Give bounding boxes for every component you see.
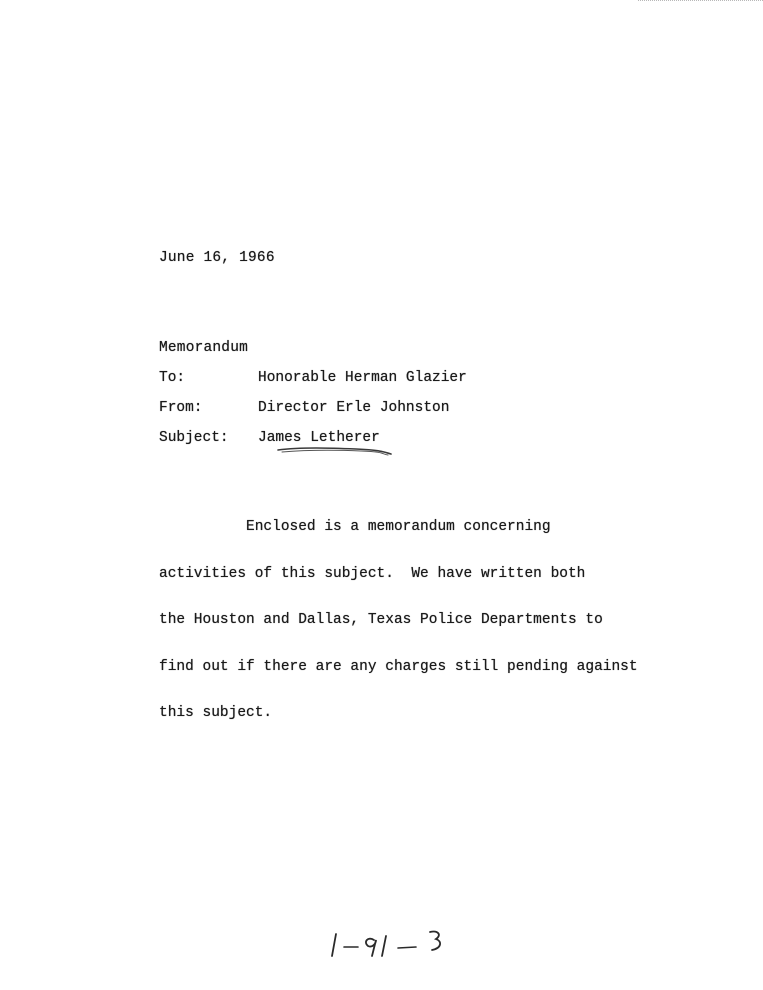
memo-heading: Memorandum	[159, 340, 249, 356]
body-line: this subject.	[159, 705, 273, 721]
scan-edge-mark	[638, 0, 763, 4]
from-label: From:	[159, 400, 203, 416]
memo-date: June 16, 1966	[159, 250, 275, 266]
handwritten-page-number	[328, 922, 458, 962]
body-line: activities of this subject. We have written both	[159, 565, 586, 582]
subject-value: James Letherer	[258, 430, 380, 446]
to-value: Honorable Herman Glazier	[258, 370, 467, 386]
memo-body	[159, 489, 638, 753]
body-line: find out if there are any charges still pending against	[159, 658, 638, 675]
body-line: the Houston and Dallas, Texas Police Departments to	[159, 612, 603, 628]
subject-label: Subject:	[159, 430, 229, 446]
handwritten-underline	[276, 444, 394, 458]
body-line: Enclosed is a memorandum concerning	[159, 519, 551, 535]
from-value: Director Erle Johnston	[258, 400, 450, 416]
to-label: To:	[159, 370, 186, 386]
